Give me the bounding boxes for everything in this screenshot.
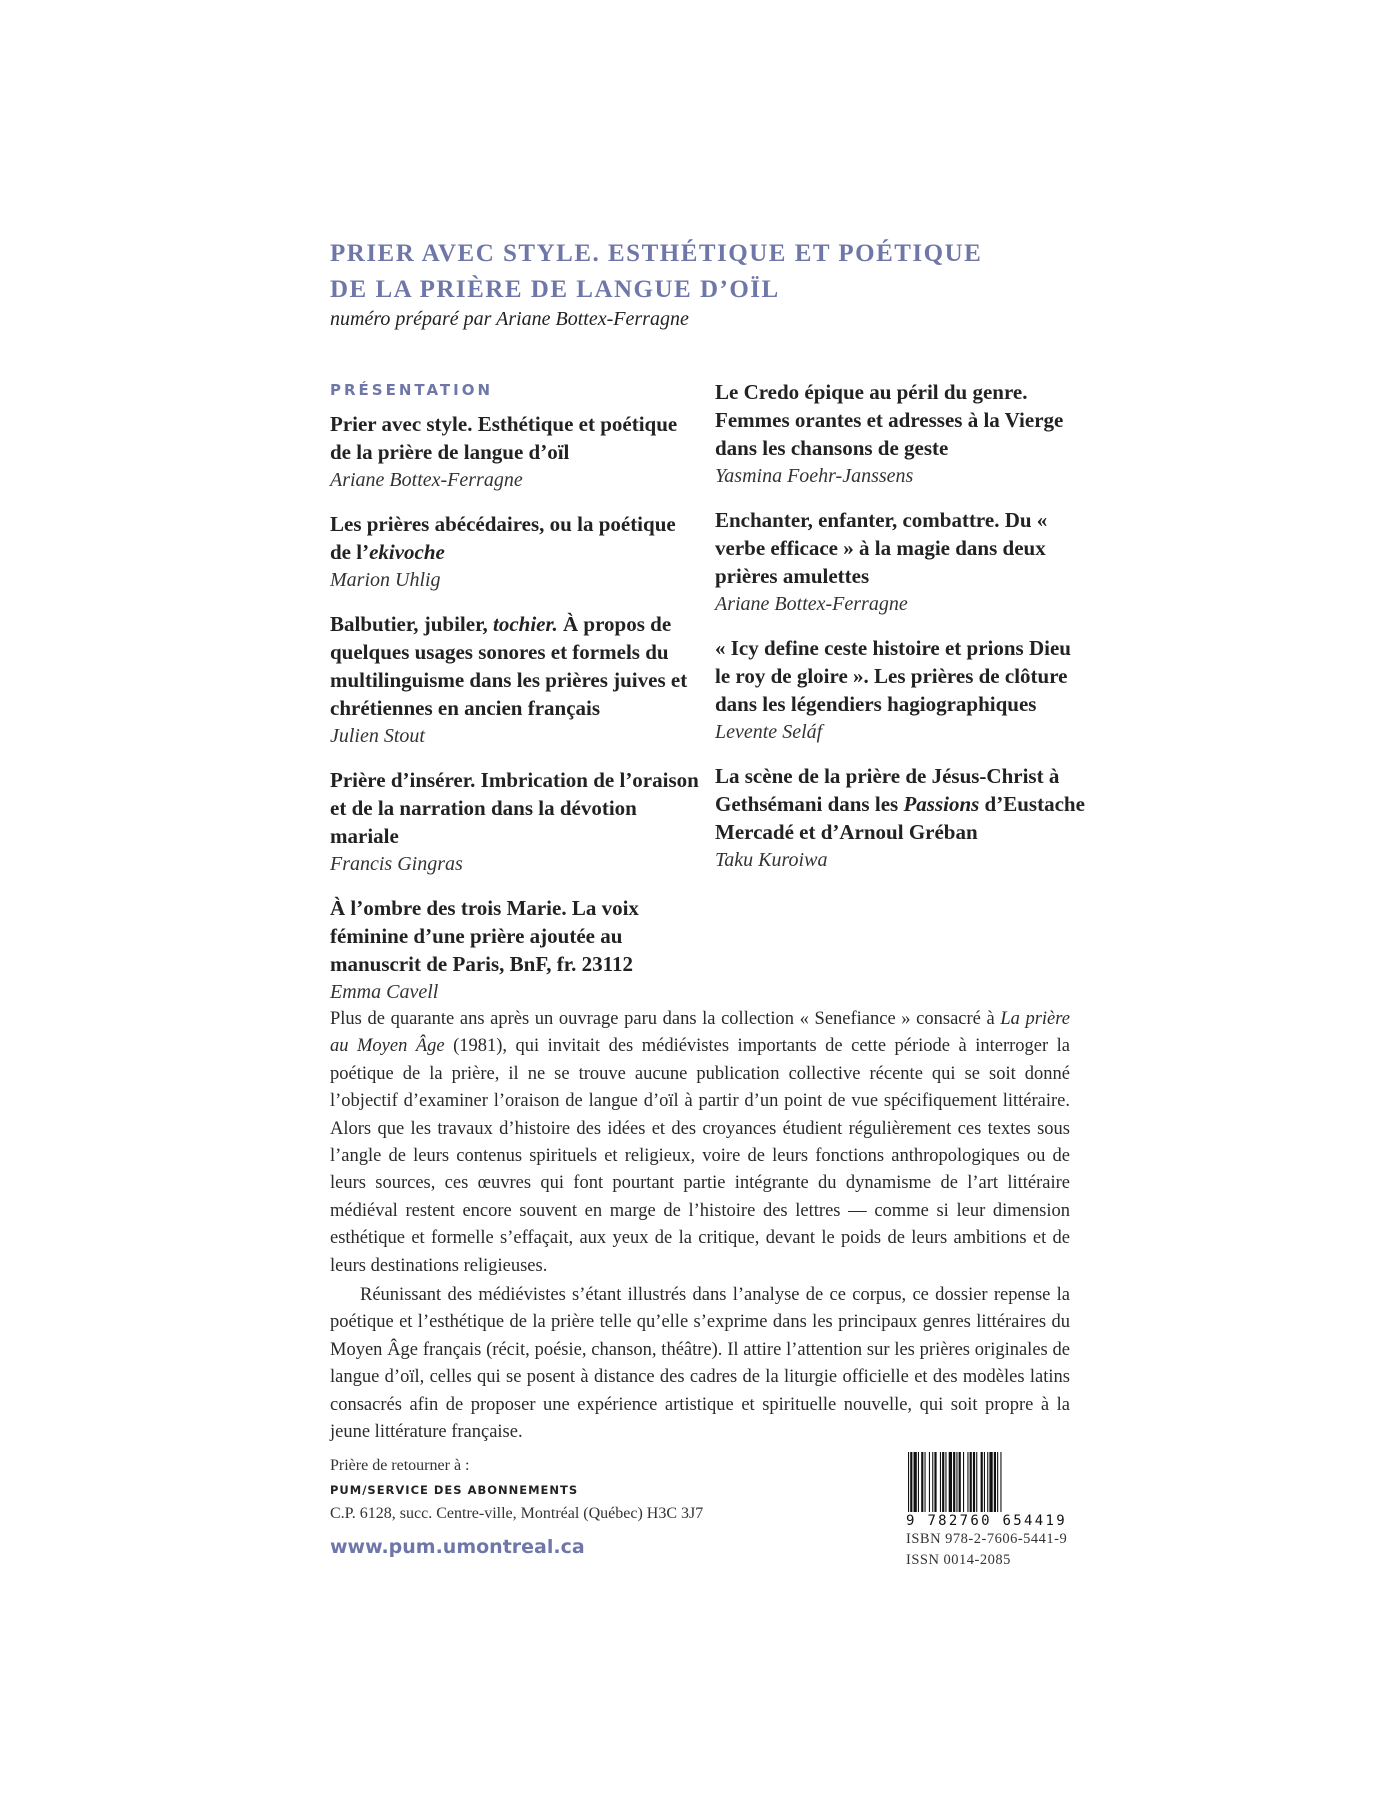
barcode-bar [956, 1452, 957, 1512]
toc-entry-title: Prier avec style. Esthétique et poétique de la prière de langue d’oïl [330, 412, 678, 464]
barcode-bar [910, 1452, 912, 1512]
title-text: À propos de quelques usages sonores et formels du multilinguisme dans les prières juives et chrétiennes en ancien français [330, 612, 688, 720]
barcode-bar [970, 1452, 972, 1512]
barcode-digits: 9 782760 654419 [906, 1513, 1067, 1529]
barcode-bar [940, 1452, 941, 1512]
toc-entry-author: Ariane Bottex-Ferragne [715, 593, 908, 615]
barcode-bar [918, 1452, 919, 1512]
barcode-bar [963, 1452, 964, 1512]
barcode-bar [976, 1452, 977, 1512]
barcode-bar [981, 1452, 983, 1512]
issue-title [330, 236, 1130, 308]
toc-entry-author: Yasmina Foehr-Janssens [715, 465, 914, 487]
return-address-block [330, 1454, 790, 1558]
summary-text [330, 1006, 1070, 1447]
barcode-bar [932, 1452, 933, 1512]
barcode-bar [942, 1452, 944, 1512]
barcode-bar [989, 1452, 992, 1512]
website-link[interactable]: www.pum.umontreal.ca [330, 1536, 585, 1558]
toc-entry-title [715, 762, 1085, 846]
barcode-bar [973, 1452, 975, 1512]
summary-paragraph-1 [330, 1006, 1070, 1280]
toc-entry-author: Levente Seláf [715, 721, 823, 743]
barcode-bar [908, 1452, 909, 1512]
summary-paragraph-2: Réunissant des médiévistes s’étant illustrés dans l’analyse de ce corpus, ce dossier repense la poétique et l’esthétique de la prière telle qu’elle s’exprime dans les principaux genres littéraires du Moyen Âge français (récit, poésie, chanson, théâtre). Il attire l’attention sur les prières originales de langue d’oïl, celles qui se posent à distance des cadres de la liturgie officielle et des modèles latins consacrés afin de proposer une expérience artistique et spirituelle nouvelle, qui soit propre à la jeune littérature française. [330, 1285, 1070, 1443]
title-text: Balbutier, jubiler, [330, 612, 493, 636]
toc-entry-author: Marion Uhlig [330, 569, 441, 591]
toc-right-column [715, 378, 1085, 890]
toc-entry-title [330, 610, 700, 722]
summary-italic-run: La prière au Moyen Âge [330, 1009, 1070, 1057]
title-italic-text: Passions [903, 792, 980, 816]
barcode-block [906, 1452, 1086, 1571]
toc-entry [715, 634, 1085, 746]
title-text: d’Eustache Mercadé et d’Arnoul Gréban [715, 792, 1085, 844]
toc-entry [330, 610, 700, 750]
toc-entry-author: Taku Kuroiwa [715, 849, 828, 871]
isbn: ISBN 978-2-7606-5441-9 [906, 1531, 1068, 1547]
title-text: La scène de la prière de Jésus-Christ à Gethsémani dans les [715, 764, 1060, 816]
toc-entry-title: Prière d’insérer. Imbrication de l’oraison et de la narration dans la dévotion mariale [330, 768, 699, 848]
toc-entry-title [330, 510, 700, 566]
barcode-bar [953, 1452, 955, 1512]
barcode-bar [945, 1452, 946, 1512]
issue-title-line-1: PRIER AVEC STYLE. ESTHÉTIQUE ET POÉTIQUE [330, 240, 983, 267]
toc-entry-author: Emma Cavell [330, 981, 439, 1003]
summary-text-run: Plus de quarante ans après un ouvrage paru dans la collection « Senefiance » consacré à [330, 1009, 1001, 1029]
barcode-bar [949, 1452, 952, 1512]
toc-entry-title: Le Credo épique au péril du genre. Femmes orantes et adresses à la Vierge dans les chansons de geste [715, 380, 1064, 460]
toc-entry-title: À l’ombre des trois Marie. La voix féminine d’une prière ajoutée au manuscrit de Paris, BnF, fr. 23112 [330, 896, 639, 976]
toc-left-column [330, 376, 700, 1022]
toc-entry-title: Enchanter, enfanter, combattre. Du « verbe efficace » à la magie dans deux prières amulettes [715, 508, 1048, 588]
postal-address: C.P. 6128, succ. Centre-ville, Montréal (Québec) H3C 3J7 [330, 1505, 704, 1522]
toc-entry [330, 410, 700, 494]
toc-entry [715, 762, 1085, 874]
toc-entry [330, 894, 700, 1006]
toc-entry-author: Francis Gingras [330, 853, 463, 875]
barcode-bar [1000, 1452, 1001, 1512]
toc-entry-title: « Icy define ceste histoire et prions Dieu le roy de gloire ». Les prières de clôture dans les légendiers hagiographiques [715, 636, 1071, 716]
barcode-bar [967, 1452, 968, 1512]
barcode-bar [925, 1452, 926, 1512]
title-italic-text: ekivoche [369, 540, 445, 564]
toc-entry-author: Julien Stout [330, 725, 425, 747]
barcode-bar [984, 1452, 985, 1512]
barcode-icon [906, 1452, 1064, 1512]
barcode-bar [914, 1452, 917, 1512]
barcode-bar [994, 1452, 996, 1512]
toc-entry [715, 378, 1085, 490]
summary-text-run: (1981), qui invitait des médiévistes importants de cette période à interroger la poétique de la prière, il ne se trouve aucune publication collective récente qui se soit donné l’objectif d’examiner l’oraison de langue d’oïl à partir d’un point de vue spécifiquement littéraire. Alors que les travaux d’histoire des idées et des croyances étudient régulièrement ces textes sous l’angle de leurs contenus spirituels et religieux, voire de leurs fonctions anthropologiques ou de leurs sources, ces œuvres qui font pourtant partie intégrante du dynamisme de l’art littéraire médiéval restent encore souvent en marge de l’histoire des lettres — comme si leur dimension esthétique et formelle s’effaçait, aux yeux de la critique, devant le poids de leurs ambitions et de leurs destinations religieuses. [330, 1036, 1070, 1276]
barcode-bar [921, 1452, 923, 1512]
barcode-bar [959, 1452, 961, 1512]
toc-entry [330, 510, 700, 594]
toc-entry-author: Ariane Bottex-Ferragne [330, 469, 523, 491]
barcode-bar [997, 1452, 998, 1512]
service-name: PUM/SERVICE DES ABONNEMENTS [330, 1483, 579, 1497]
barcode-bar [929, 1452, 930, 1512]
return-label: Prière de retourner à : [330, 1457, 470, 1474]
section-label: PRÉSENTATION [330, 381, 494, 399]
toc-entry [715, 506, 1085, 618]
toc-entry [330, 766, 700, 878]
barcode-bar [934, 1452, 936, 1512]
title-text: Les prières abécédaires, ou la poétique de l’ [330, 512, 676, 564]
issue-editor: numéro préparé par Ariane Bottex-Ferragne [330, 308, 689, 330]
issn: ISSN 0014-2085 [906, 1552, 1011, 1568]
barcode-bar [987, 1452, 988, 1512]
issue-title-line-2: DE LA PRIÈRE DE LANGUE D’OÏL [330, 276, 780, 303]
title-italic-text: tochier. [492, 612, 558, 636]
